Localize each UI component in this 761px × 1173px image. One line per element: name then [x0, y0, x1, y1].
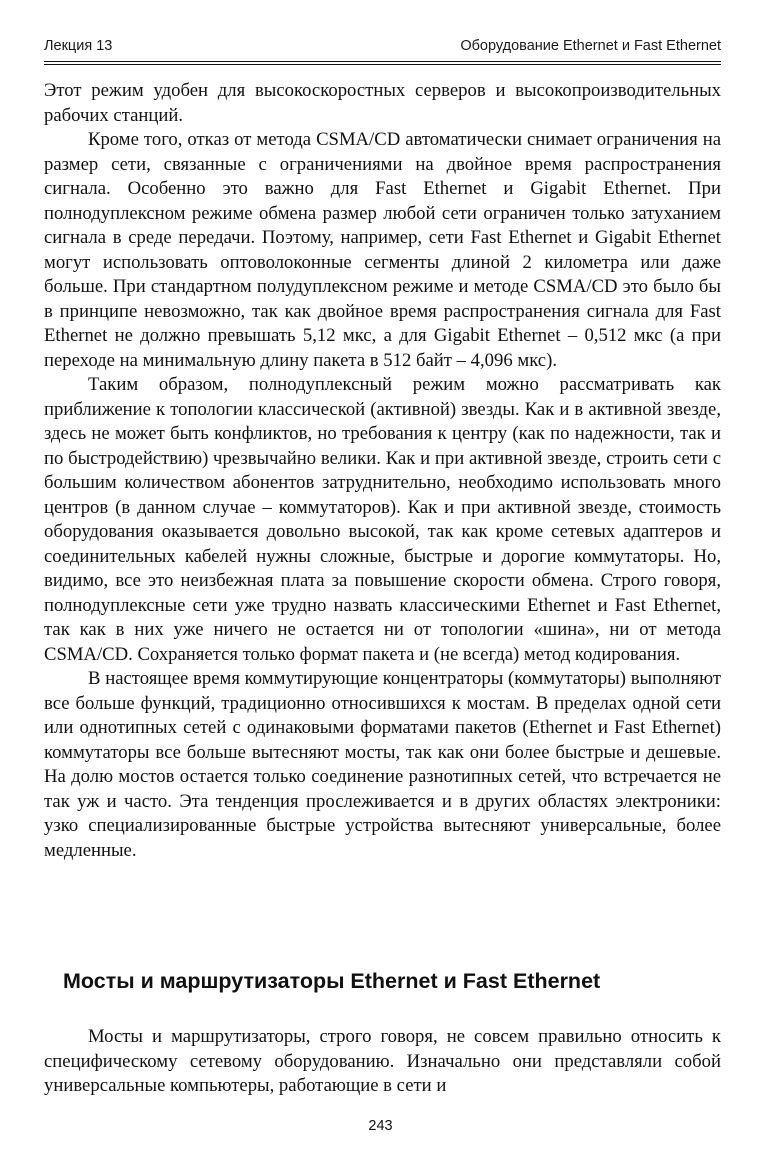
page-number: 243 [368, 1118, 393, 1134]
paragraph-2: Кроме того, отказ от метода CSMA/CD автоматически снимает ограничения на размер сети, связанные с ограничениями на двойное время распространения сигнала. Особенно это важно для Fast Ethernet и Gigabit Ethernet. При полнодуплексном режиме обмена размер любой сети ограничен только затуханием сигнала в среде передачи. Поэтому, например, сети Fast Ethernet и Gigabit Ethernet могут использовать оптоволоконные сегменты длиной 2 километра или даже больше. При стандартном полудуплексном режиме и методе CSMA/CD это было бы в принципе невозможно, так как двойное время распространения сигнала для Fast Ethernet не должно превышать 5,12 мкс, а для Gigabit Ethernet – 0,512 мкс (а при переходе на минимальную длину пакета в 512 байт – 4,096 мкс). [44, 129, 721, 371]
paragraph-3: Таким образом, полнодуплексный режим можно рассматривать как приближение к топологии классической (активной) звезды. Как и в активной звезде, здесь не может быть конфликтов, но требования к центру (как по надежности, так и по быстродействию) чрезвычайно велики. Как и при активной звезде, строить сети с большим количеством абонентов затруднительно, необходимо использовать много центров (в данном случае – коммутаторов). Как и при активной звезде, стоимость оборудования оказывается довольно высокой, так как кроме сетевых адаптеров и соединительных кабелей нужны сложные, быстрые и дорогие коммутаторы. Но, видимо, все это неизбежная плата за повышение скорости обмена. Строго говоря, полнодуплексные сети уже трудно назвать классическими Ethernet и Fast Ethernet, так как в них уже ничего не остается ни от топологии «шина», ни от метода CSMA/CD. Сохраняется только формат пакета и (не всегда) метод кодирования. [44, 374, 721, 665]
section-body [44, 1025, 721, 1099]
header-rule-thick [44, 61, 721, 62]
paragraph-1: Этот режим удобен для высокоскоростных серверов и высокопроизводительных рабочих станций. [44, 80, 721, 126]
paragraph-4: В настоящее время коммутирующие концентраторы (коммутаторы) выполняют все больше функций, традиционно относившихся к мостам. В пределах одной сети или однотипных сетей с одинаковыми форматами пакетов (Ethernet и Fast Ethernet) коммутаторы все больше вытесняют мосты, так как они более быстрые и дешевые. На долю мостов остается только соединение разнотипных сетей, что встречается не так уж и часто. Эта тенденция прослеживается и в других областях электроники: узко специализированные быстрые устройства вытесняют универсальные, более медленные. [44, 668, 721, 861]
header-rule-thin [44, 64, 721, 65]
header-chapter-title: Оборудование Ethernet и Fast Ethernet [460, 38, 721, 54]
body-text [44, 79, 721, 863]
header-lecture-label: Лекция 13 [44, 38, 113, 54]
section-heading: Мосты и маршрутизаторы Ethernet и Fast Ethernet [63, 969, 601, 993]
running-header [44, 38, 721, 60]
section-paragraph: Мосты и маршрутизаторы, строго говоря, не совсем правильно относить к специфическому сетевому оборудованию. Изначально они представляли собой универсальные компьютеры, работающие в сети и [44, 1026, 721, 1096]
